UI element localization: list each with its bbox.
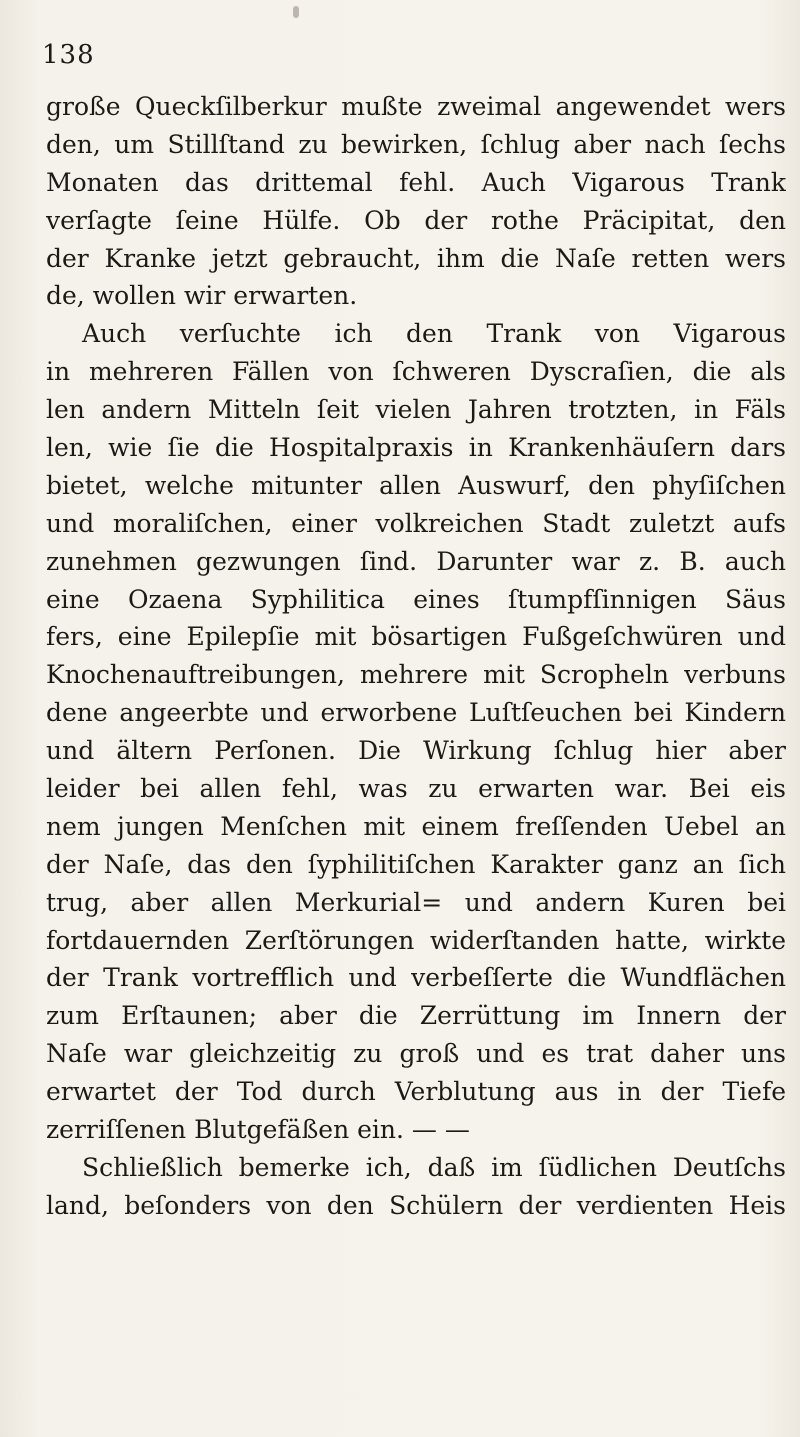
text-line: zunehmen gezwungen ſind. Darunter war z. B. auch <box>46 546 786 576</box>
body-text <box>46 88 786 1225</box>
text-line: de, wollen wir erwarten. <box>46 281 358 311</box>
text-line: land, beſonders von den Schülern der verdienten Heis <box>46 1190 786 1220</box>
text-line: leider bei allen fehl, was zu erwarten war. Bei eis <box>46 774 786 804</box>
text-line: nem jungen Menſchen mit einem freſſenden Uebel an <box>46 811 786 841</box>
text-line: Schließlich bemerke ich, daß im ſüdlichen Deutſchs <box>82 1152 786 1182</box>
ink-blot <box>293 6 299 18</box>
text-line: und ältern Perſonen. Die Wirkung ſchlug hier aber <box>46 736 786 766</box>
text-line: Naſe war gleichzeitig zu groß und es trat daher uns <box>46 1039 786 1069</box>
text-line: der Trank vortrefflich und verbeſſerte die Wundflächen <box>46 963 786 993</box>
text-line: len, wie ſie die Hospitalpraxis in Krankenhäuſern dars <box>46 433 786 463</box>
text-line: eine Ozaena Syphilitica eines ſtumpfſinnigen Säus <box>46 584 786 614</box>
text-line: Knochenauftreibungen, mehrere mit Scropheln verbuns <box>46 660 786 690</box>
text-line: Auch verſuchte ich den Trank von Vigarous <box>82 319 786 349</box>
text-line: dene angeerbte und erworbene Luſtſeuchen bei Kindern <box>46 698 786 728</box>
text-line: verſagte ſeine Hülfe. Ob der rothe Präcipitat, den <box>46 205 786 235</box>
text-line: trug, aber allen Merkurial= und andern Kuren bei <box>46 887 786 917</box>
text-line: Monaten das drittemal fehl. Auch Vigarous Trank <box>46 167 786 197</box>
text-line: len andern Mitteln ſeit vielen Jahren trotzten, in Fäls <box>46 395 786 425</box>
text-line: der Kranke jetzt gebraucht, ihm die Naſe retten wers <box>46 243 786 273</box>
text-line: zum Erſtaunen; aber die Zerrüttung im Innern der <box>46 1001 786 1031</box>
text-line: bietet, welche mitunter allen Auswurf, den phyſiſchen <box>46 470 786 500</box>
text-line: und moraliſchen, einer volkreichen Stadt zuletzt aufs <box>46 508 786 538</box>
text-line: fortdauernden Zerſtörungen widerſtanden hatte, wirkte <box>46 925 786 955</box>
text-line: in mehreren Fällen von ſchweren Dyscraſien, die als <box>46 357 786 387</box>
text-line: zerriſſenen Blutgefäßen ein. — — <box>46 1115 470 1145</box>
text-line: fers, eine Epilepſie mit bösartigen Fußgeſchwüren und <box>46 622 786 652</box>
text-line: den, um Stillſtand zu bewirken, ſchlug aber nach ſechs <box>46 129 786 159</box>
page-number: 138 <box>42 40 95 70</box>
text-line: erwartet der Tod durch Verblutung aus in der Tiefe <box>46 1077 786 1107</box>
text-line: große Queckſilberkur mußte zweimal angewendet wers <box>46 92 786 121</box>
text-line: der Naſe, das den ſyphilitiſchen Karakter ganz an ſich <box>46 849 786 879</box>
